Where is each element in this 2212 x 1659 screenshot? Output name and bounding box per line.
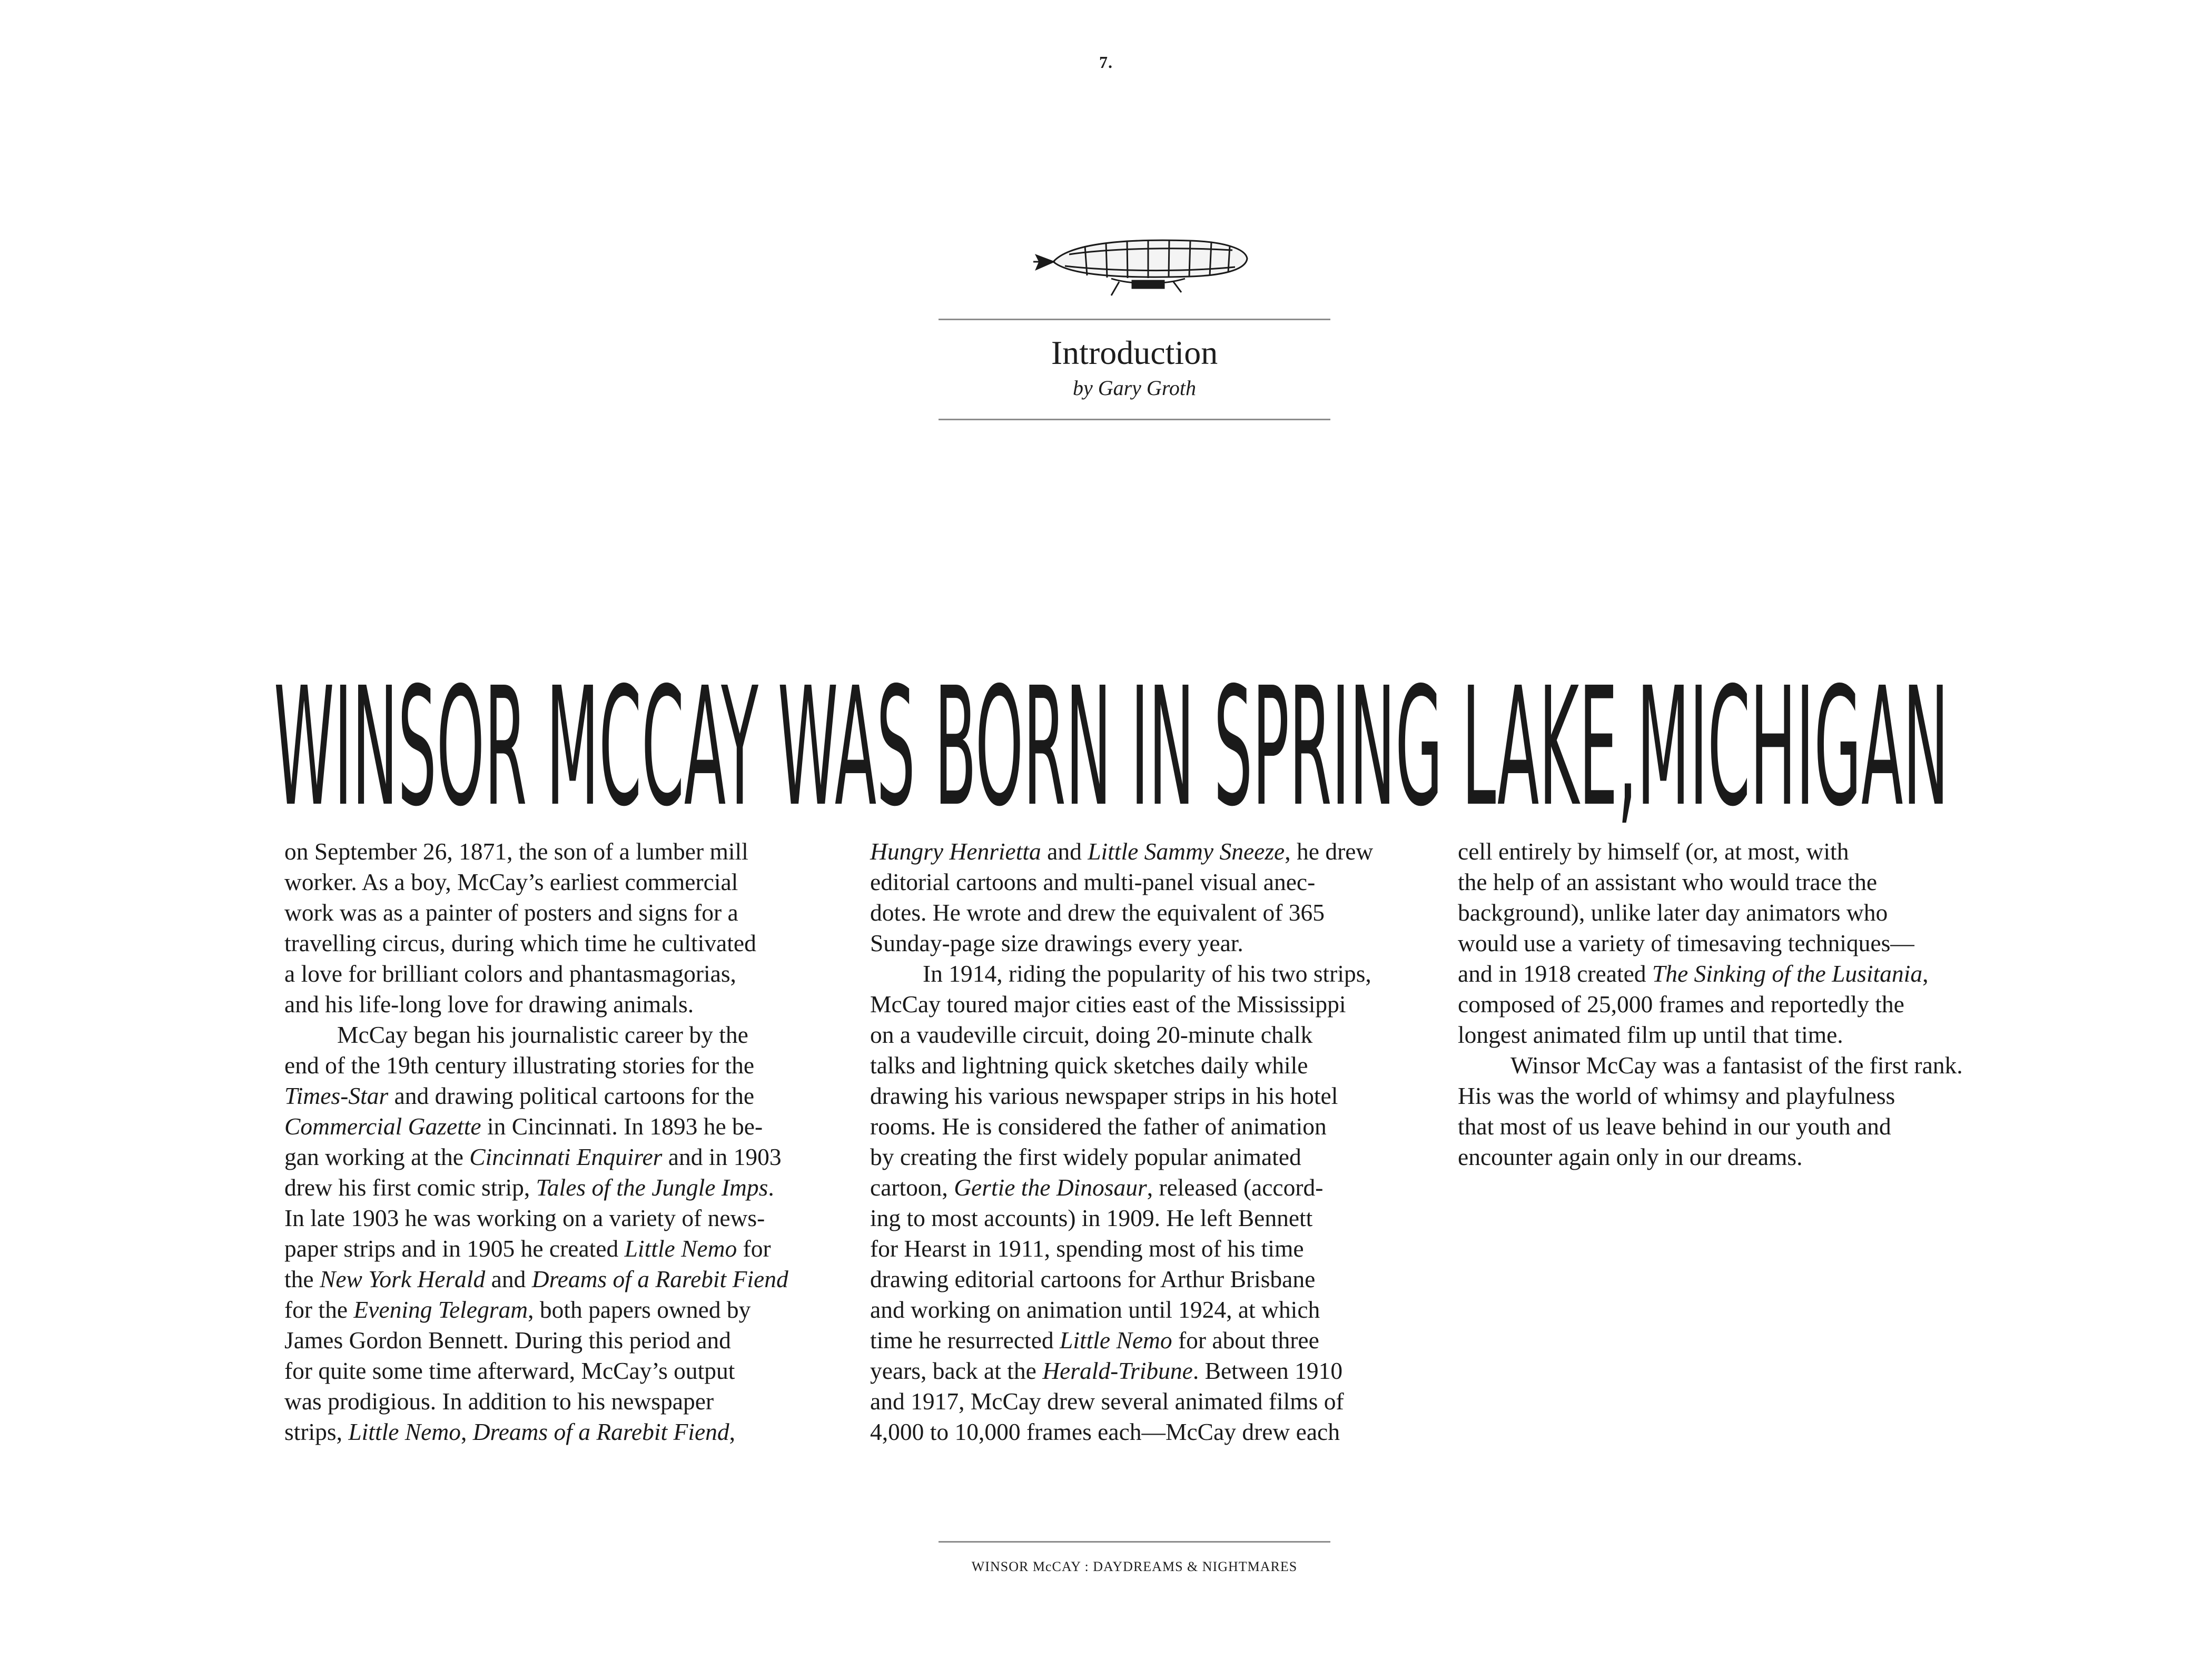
text-line: Commercial Gazette in Cincinnati. In 1893 he be-	[284, 1113, 763, 1140]
running-footer: WINSOR McCAY : DAYDREAMS & NIGHTMARES	[971, 1559, 1298, 1574]
text-line: that most of us leave behind in our youth and	[1458, 1113, 1891, 1140]
column-2	[870, 836, 1418, 1447]
strip-title: Little Nemo	[624, 1235, 737, 1262]
text-line: ing to most accounts) in 1909. He left Bennett	[870, 1204, 1313, 1231]
title-rule-bottom	[939, 419, 1330, 420]
text-line: dotes. He wrote and drew the equivalent of 365	[870, 899, 1325, 926]
text-line: cell entirely by himself (or, at most, with	[1458, 838, 1849, 865]
text-line: James Gordon Bennett. During this period and	[284, 1327, 731, 1354]
newspaper-title: Times-Star	[284, 1082, 389, 1109]
text-line: Hungry Henrietta and Little Sammy Sneeze, he drew	[870, 838, 1374, 865]
footer-rule	[939, 1541, 1330, 1543]
text-line: In late 1903 he was working on a variety of news-	[284, 1204, 765, 1231]
text-line: and his life-long love for drawing animals.	[284, 991, 694, 1018]
text-line: McCay began his journalistic career by the	[337, 1021, 748, 1048]
text-line: His was the world of whimsy and playfulness	[1458, 1082, 1895, 1109]
strip-title: Tales of the Jungle Imps	[536, 1174, 768, 1201]
text-line: work was as a painter of posters and signs for a	[284, 899, 738, 926]
text-line: background), unlike later day animators who	[1458, 899, 1888, 926]
text-line: by creating the first widely popular animated	[870, 1143, 1301, 1170]
text-line: encounter again only in our dreams.	[1458, 1143, 1803, 1170]
text-line: 4,000 to 10,000 frames each—McCay drew each	[870, 1418, 1340, 1445]
text-line: and 1917, McCay drew several animated films of	[870, 1388, 1344, 1415]
text-line: McCay toured major cities east of the Mississippi	[870, 991, 1346, 1018]
text-line: was prodigious. In addition to his newspaper	[284, 1388, 714, 1415]
strip-title: Hungry Henrietta	[870, 838, 1041, 865]
newspaper-title: Evening Telegram	[353, 1296, 528, 1323]
text-line: paper strips and in 1905 he created Little Nemo for	[284, 1235, 771, 1262]
text-line: cartoon, Gertie the Dinosaur, released (accord-	[870, 1174, 1324, 1201]
text-line: and working on animation until 1924, at which	[870, 1296, 1320, 1323]
newspaper-title: Cincinnati Enquirer	[469, 1143, 663, 1170]
film-title: Gertie the Dinosaur	[954, 1174, 1147, 1201]
text-line: for Hearst in 1911, spending most of his time	[870, 1235, 1304, 1262]
text-line: a love for brilliant colors and phantasmagorias,	[284, 960, 736, 987]
headline-text: WINSOR MCCAY WAS BORN IN SPRING LAKE,MICHIGAN	[274, 668, 1949, 826]
text-line: time he resurrected Little Nemo for about three	[870, 1327, 1319, 1354]
text-line: Winsor McCay was a fantasist of the first rank.	[1510, 1052, 1963, 1079]
newspaper-title: Commercial Gazette	[284, 1113, 481, 1140]
strip-title: Little Sammy Sneeze	[1088, 838, 1285, 865]
text-line: drawing his various newspaper strips in his hotel	[870, 1082, 1338, 1109]
text-line: talks and lightning quick sketches daily while	[870, 1052, 1308, 1079]
text-line: the New York Herald and Dreams of a Rarebit Fiend	[284, 1266, 788, 1292]
text-line: rooms. He is considered the father of animation	[870, 1113, 1327, 1140]
text-line: for quite some time afterward, McCay’s output	[284, 1357, 735, 1384]
text-line: for the Evening Telegram, both papers owned by	[284, 1296, 751, 1323]
text-line: composed of 25,000 frames and reportedly the	[1458, 991, 1904, 1018]
text-line: editorial cartoons and multi-panel visual anec-	[870, 868, 1316, 895]
section-title: Introduction	[1051, 334, 1218, 371]
text-line: on September 26, 1871, the son of a lumber mill	[284, 838, 748, 865]
newspaper-title: New York Herald	[319, 1266, 486, 1292]
title-rule-top	[939, 319, 1330, 320]
airship-icon	[1032, 229, 1253, 298]
text-line: on a vaudeville circuit, doing 20-minute chalk	[870, 1021, 1313, 1048]
newspaper-title: Herald-Tribune	[1042, 1357, 1193, 1384]
strip-title: Little Nemo	[348, 1418, 461, 1445]
strip-title: Dreams of a Rarebit Fiend	[531, 1266, 788, 1292]
text-line: strips, Little Nemo, Dreams of a Rarebit Fiend,	[284, 1418, 736, 1445]
column-3	[1458, 836, 2006, 1172]
text-line: gan working at the Cincinnati Enquirer and in 1903	[284, 1143, 782, 1170]
text-line: worker. As a boy, McCay’s earliest commercial	[284, 868, 738, 895]
text-line: the help of an assistant who would trace the	[1458, 868, 1878, 895]
text-line: years, back at the Herald-Tribune. Between 1910	[870, 1357, 1343, 1384]
text-line: Sunday-page size drawings every year.	[870, 930, 1243, 956]
text-line: longest animated film up until that time.	[1458, 1021, 1843, 1048]
strip-title: Dreams of a Rarebit Fiend	[472, 1418, 729, 1445]
film-title: The Sinking of the Lusitania	[1652, 960, 1923, 987]
text-line: drew his first comic strip, Tales of the Jungle Imps.	[284, 1174, 774, 1201]
text-line: end of the 19th century illustrating stories for the	[284, 1052, 755, 1079]
author-byline: by Gary Groth	[1072, 376, 1197, 400]
strip-title: Little Nemo	[1060, 1327, 1172, 1354]
text-line: would use a variety of timesaving techniques—	[1458, 930, 1914, 956]
text-line: In 1914, riding the popularity of his two strips,	[923, 960, 1371, 987]
text-line: and in 1918 created The Sinking of the Lusitania,	[1458, 960, 1929, 987]
text-line: Times-Star and drawing political cartoons for the	[284, 1082, 755, 1109]
text-line: drawing editorial cartoons for Arthur Brisbane	[870, 1266, 1316, 1292]
page-number: 7.	[1099, 53, 1113, 72]
headline	[274, 668, 1949, 826]
column-1	[284, 836, 816, 1447]
text-line: travelling circus, during which time he cultivated	[284, 930, 756, 956]
